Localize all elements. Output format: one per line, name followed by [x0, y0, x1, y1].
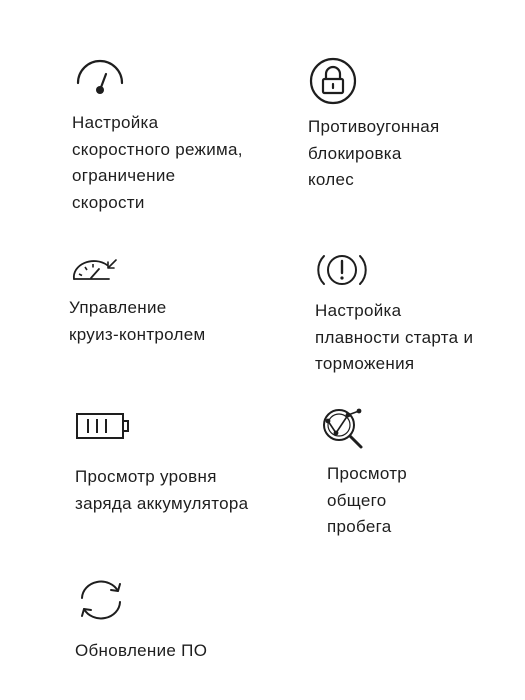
magnifier-chart-icon — [319, 405, 407, 453]
feature-label: Обновление ПО — [75, 641, 208, 660]
feature-total-mileage — [327, 405, 407, 541]
feature-label: Просмотр уровня заряда аккумулятора — [75, 467, 249, 513]
feature-label: Противоугонная блокировка колес — [308, 117, 440, 189]
feature-label: Просмотр общего пробега — [327, 464, 408, 536]
feature-cruise-control — [69, 255, 206, 348]
refresh-icon — [75, 576, 207, 624]
brake-warning-icon — [315, 250, 473, 290]
feature-speed-mode — [72, 56, 243, 216]
feature-label: Настройка плавности старта и торможения — [315, 301, 474, 373]
feature-anti-theft — [308, 56, 440, 194]
feature-label: Управление круиз-контролем — [69, 298, 206, 344]
feature-firmware-update — [75, 576, 207, 665]
cruise-gauge-icon — [69, 255, 206, 287]
battery-icon — [75, 410, 248, 444]
speedometer-icon — [72, 56, 243, 102]
feature-smooth-start — [315, 250, 473, 378]
lock-icon — [308, 56, 440, 106]
feature-battery-level — [75, 410, 248, 517]
feature-label: Настройка скоростного режима, ограничение скорости — [72, 113, 243, 212]
